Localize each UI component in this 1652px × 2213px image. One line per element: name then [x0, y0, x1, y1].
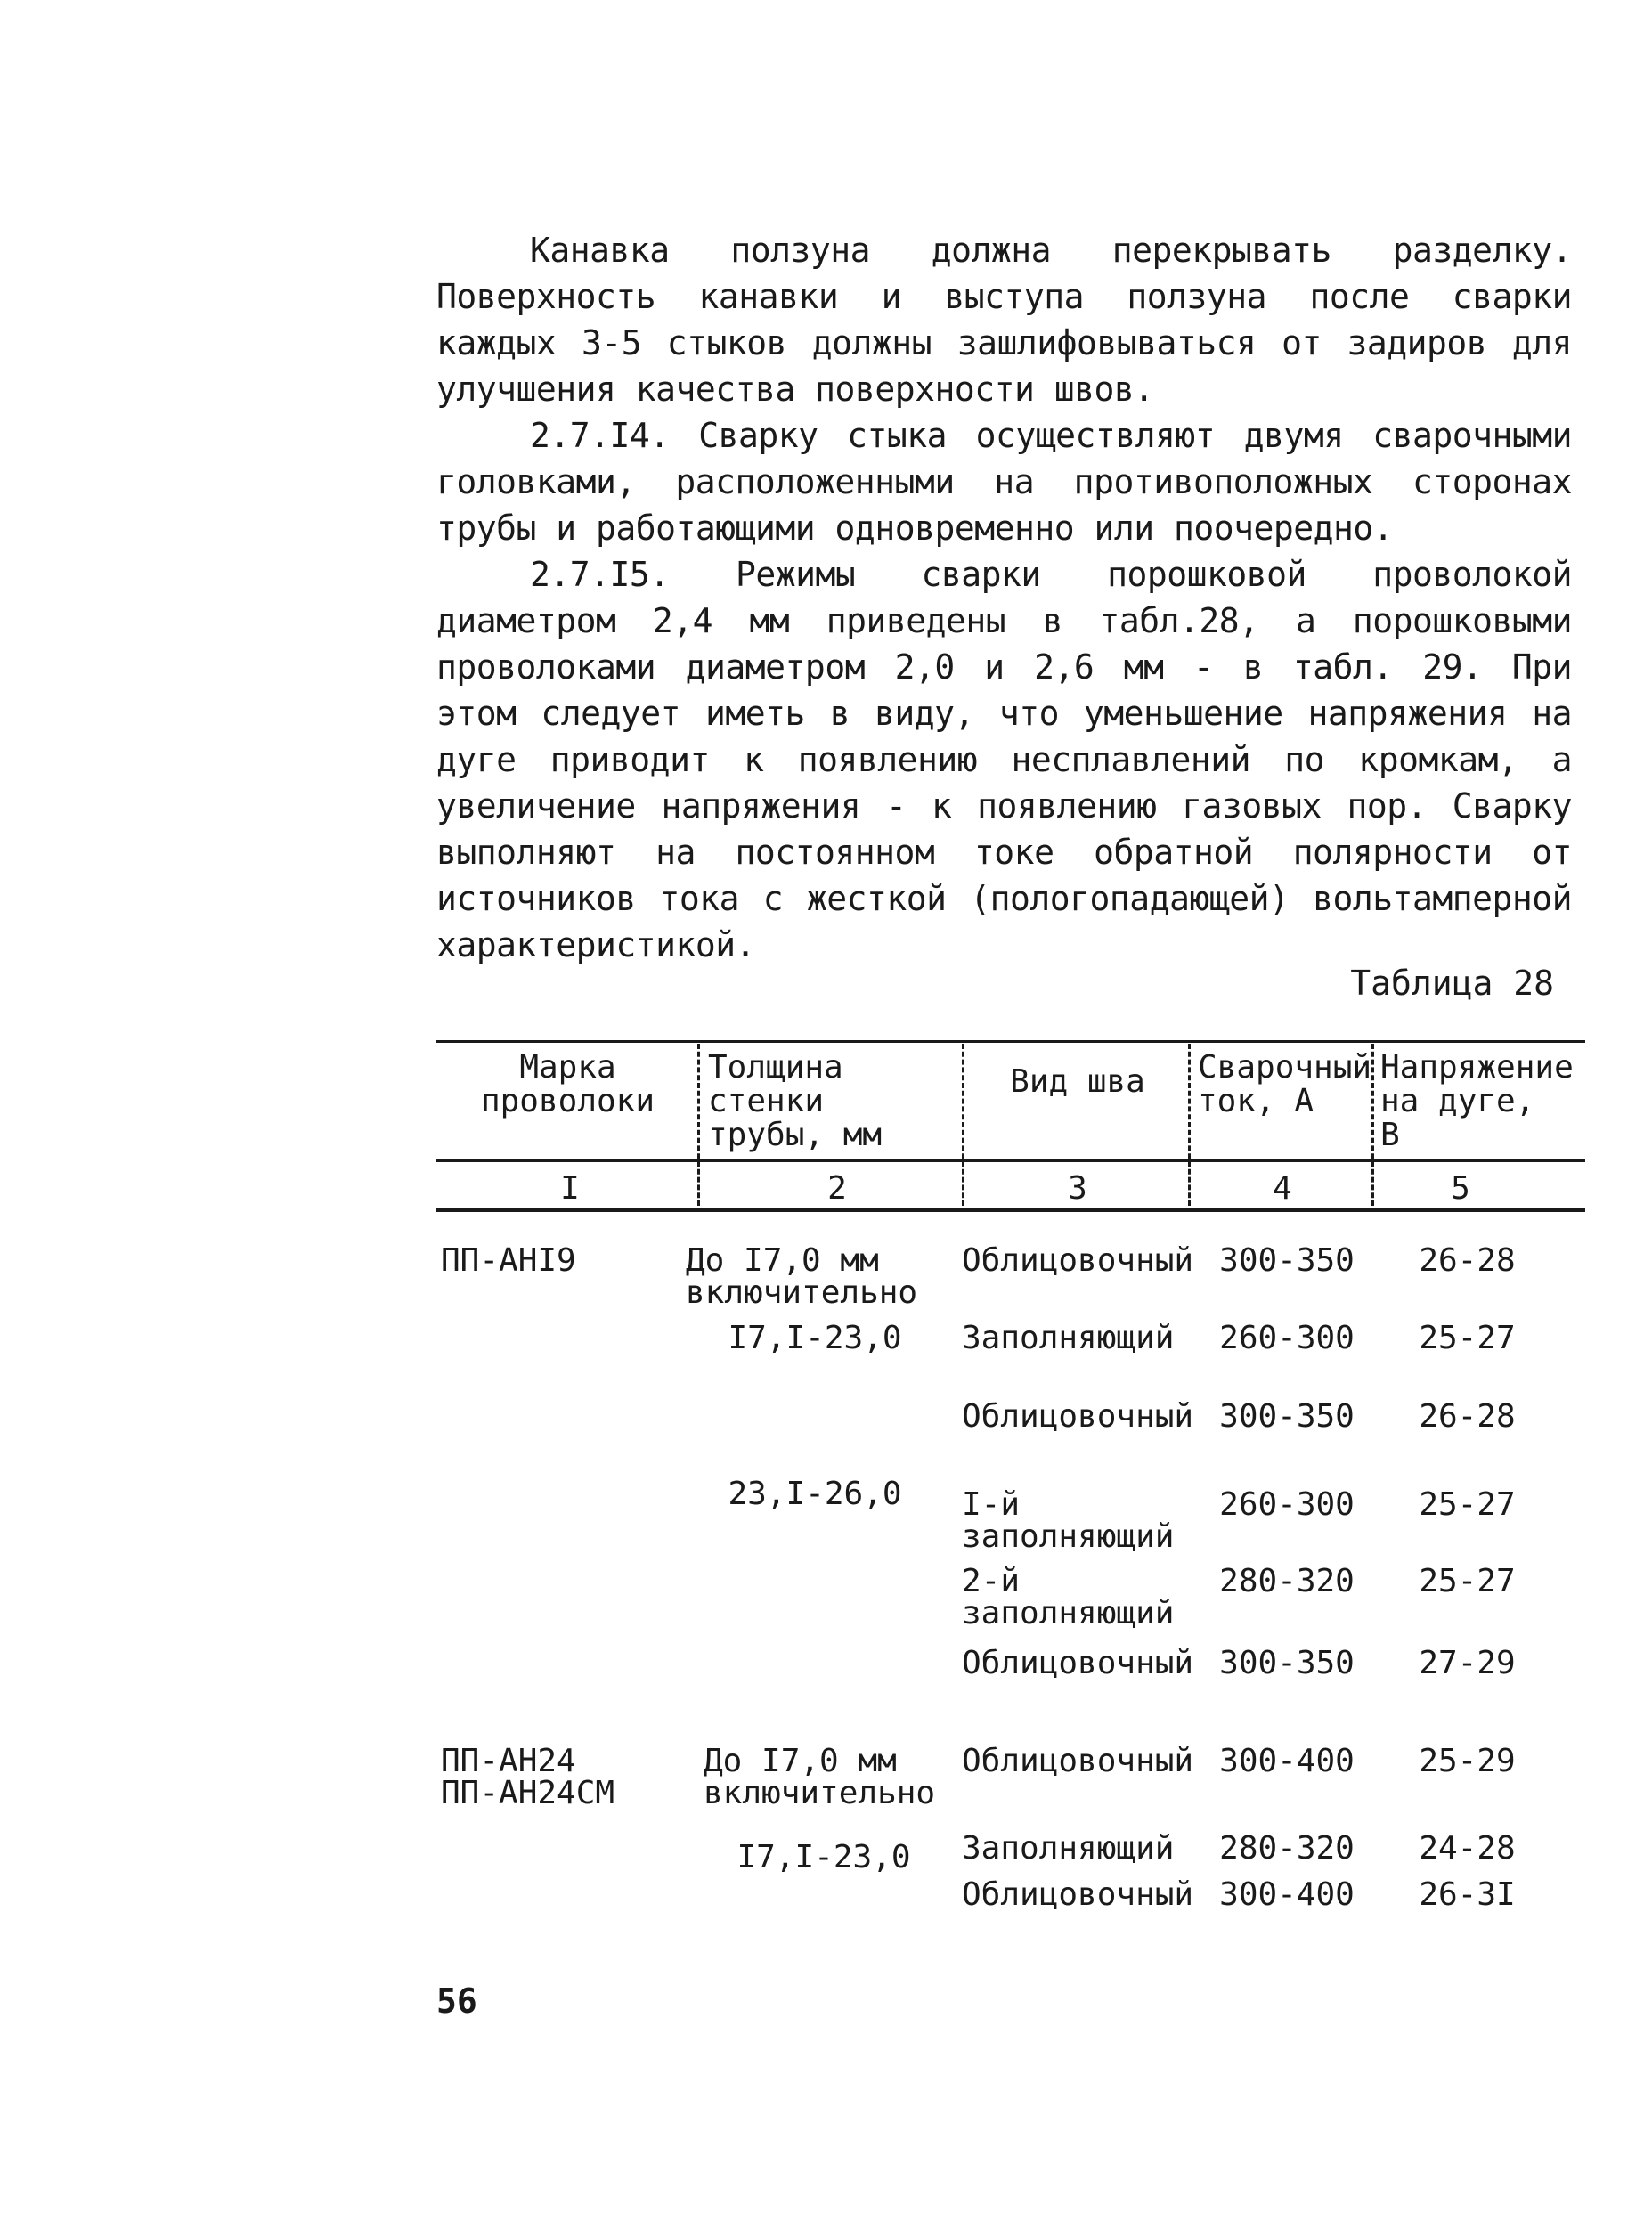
header-current: Сварочный ток, А [1198, 1049, 1372, 1119]
cell-seam: Облицовочный [962, 1876, 1194, 1913]
header-voltage: Напряжение на дуге, В [1380, 1049, 1574, 1153]
header-thickness: Толщина стенки трубы, мм [708, 1049, 883, 1153]
header-bottom-rule [436, 1159, 1585, 1162]
cell-voltage: 26-3I [1419, 1876, 1516, 1913]
col-number-5: 5 [1451, 1170, 1470, 1207]
cell-current: 280-320 [1219, 1830, 1355, 1867]
col-separator-2 [962, 1044, 964, 1206]
col-separator-4 [1371, 1044, 1374, 1206]
header-seam: Вид шва [1010, 1063, 1145, 1100]
cell-voltage: 25-29 [1419, 1743, 1516, 1779]
cell-thickness: I7,I-23,0 [728, 1320, 902, 1356]
table-caption: Таблица 28 [1350, 964, 1554, 1003]
cell-seam: Заполняющий [962, 1830, 1175, 1867]
col-number-3: 3 [1068, 1170, 1087, 1207]
cell-current: 300-400 [1219, 1743, 1355, 1779]
cell-thickness: До I7,0 мм включительно [704, 1743, 936, 1811]
numbers-bottom-rule [436, 1208, 1585, 1212]
col-number-4: 4 [1273, 1170, 1292, 1207]
cell-voltage: 25-27 [1419, 1320, 1516, 1356]
cell-voltage: 26-28 [1419, 1398, 1516, 1435]
paragraph-1: Канавка ползуна должна перекрывать разделку. Поверхность канавки и выступа ползуна после сварки каждых 3-5 стыков должны зашлифовываться от задиров для улучшения качества поверхности швов. [436, 231, 1572, 409]
cell-seam: Облицовочный [962, 1743, 1194, 1779]
cell-thickness: I7,I-23,0 [736, 1839, 911, 1875]
cell-seam: 2-й заполняющий [962, 1563, 1175, 1631]
cell-seam: I-й заполняющий [962, 1486, 1175, 1555]
cell-thickness: До I7,0 мм включительно [686, 1242, 918, 1311]
paragraph-2: 2.7.I4. Сварку стыка осуществляют двумя сварочными головками, расположенными на противоположных сторонах трубы и работающими одновременно или поочередно. [436, 416, 1572, 548]
cell-seam: Облицовочный [962, 1242, 1194, 1279]
paragraph-3: 2.7.I5. Режимы сварки порошковой проволокой диаметром 2,4 мм приведены в табл.28, а порошковыми проволоками диаметром 2,0 и 2,6 мм - в табл. 29. При этом следует иметь в виду, что уменьшение напряжения на дуге приводит к появлению несплавлений по кромкам, а увеличение напряжения - к появлению газовых пор. Сварку выполняют на постоянном токе обратной полярности от источников тока с жесткой (пологопадающей) вольтамперной характеристикой. [436, 555, 1572, 964]
header-mark: Марка проволоки [480, 1049, 655, 1119]
cell-current: 300-400 [1219, 1876, 1355, 1913]
cell-mark: ПП-АН24 ПП-АН24СМ [441, 1743, 615, 1811]
cell-current: 300-350 [1219, 1645, 1355, 1681]
cell-voltage: 24-28 [1419, 1830, 1516, 1867]
cell-voltage: 25-27 [1419, 1486, 1516, 1523]
page-number: 56 [436, 1981, 477, 2021]
cell-current: 300-350 [1219, 1398, 1355, 1435]
cell-seam: Заполняющий [962, 1320, 1175, 1356]
cell-thickness: 23,I-26,0 [728, 1476, 902, 1512]
cell-current: 260-300 [1219, 1320, 1355, 1356]
cell-seam: Облицовочный [962, 1398, 1194, 1435]
col-number-2: 2 [827, 1170, 847, 1207]
col-separator-1 [697, 1044, 700, 1206]
cell-current: 300-350 [1219, 1242, 1355, 1279]
cell-voltage: 25-27 [1419, 1563, 1516, 1599]
cell-voltage: 27-29 [1419, 1645, 1516, 1681]
cell-voltage: 26-28 [1419, 1242, 1516, 1279]
cell-seam: Облицовочный [962, 1645, 1194, 1681]
col-number-1: I [560, 1170, 580, 1207]
cell-current: 280-320 [1219, 1563, 1355, 1599]
col-separator-3 [1188, 1044, 1191, 1206]
cell-current: 260-300 [1219, 1486, 1355, 1523]
table-top-rule [436, 1040, 1585, 1043]
cell-mark: ПП-АНI9 [441, 1242, 576, 1279]
